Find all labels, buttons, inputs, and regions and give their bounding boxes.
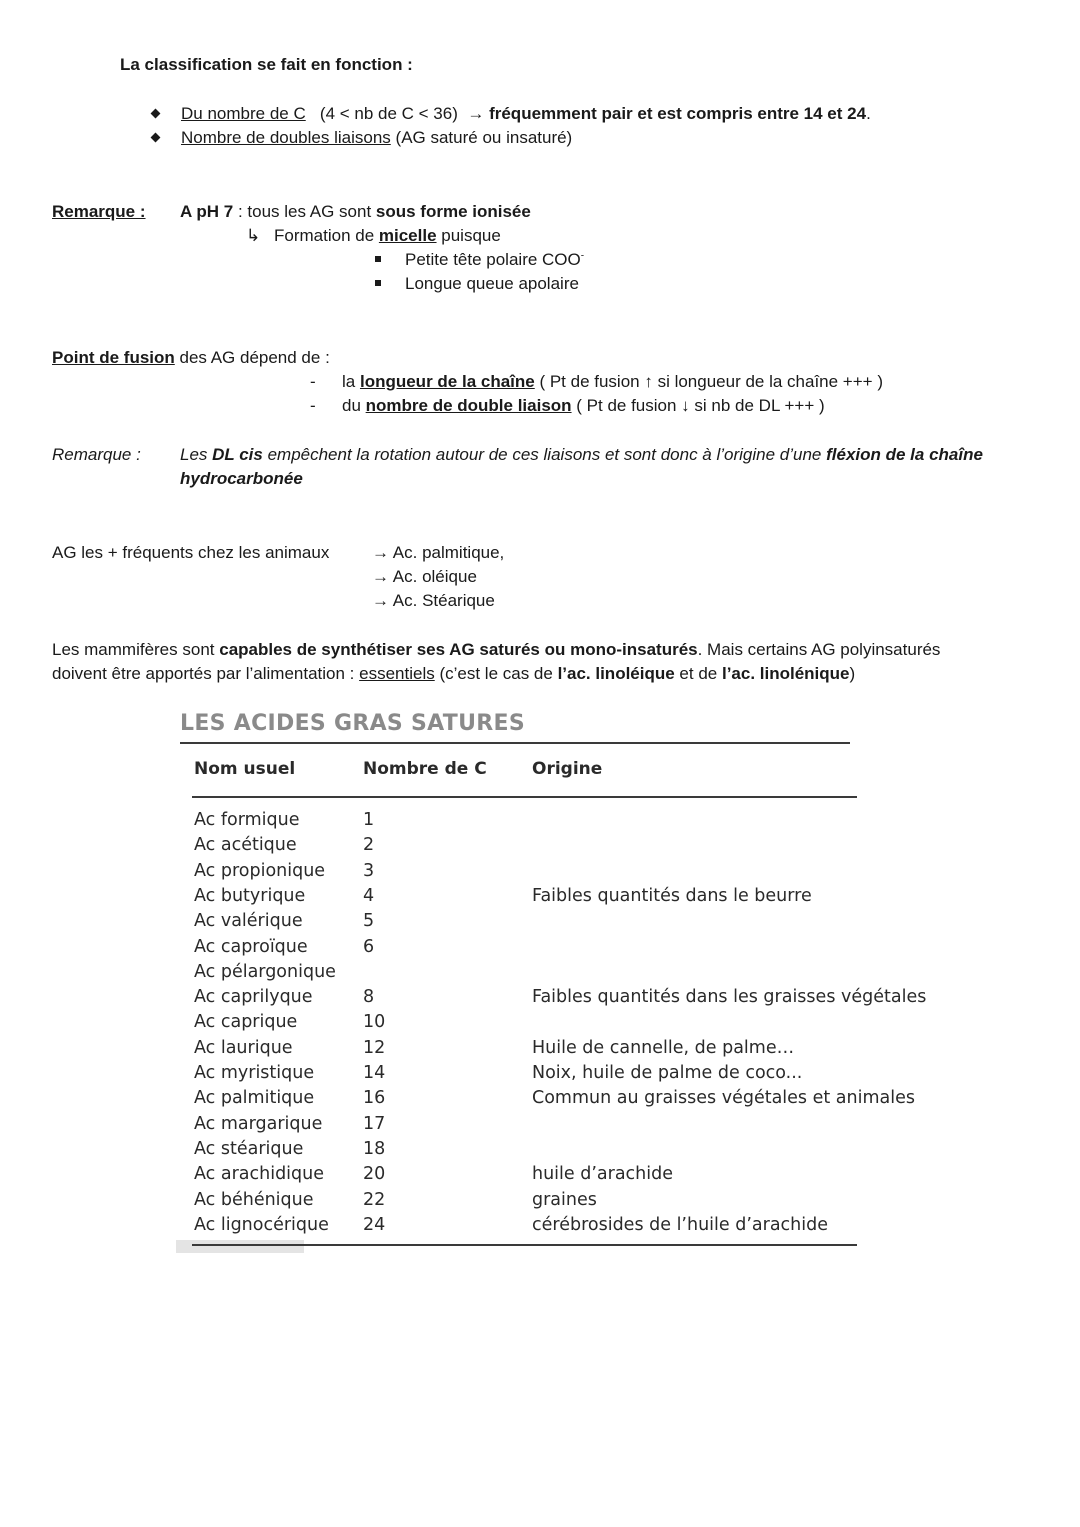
acid-name: Ac béhénique <box>194 1189 314 1210</box>
carbon-count: 20 <box>363 1164 386 1185</box>
remarque2-text: Les DL cis empêchent la rotation autour de ces liaisons et sont donc à l’origine d’une fléxion de la chaîne <box>180 445 983 464</box>
acid-name: Ac caproïque <box>194 936 308 957</box>
square-bullet-icon <box>375 280 381 286</box>
classification-intro: La classification se fait en fonction : <box>120 55 413 74</box>
arrow-hook-icon: ↳ <box>246 226 261 245</box>
acid-name: Ac propionique <box>194 860 326 881</box>
fusion-item-double-bonds: - du nombre de double liaison ( Pt de fusion ↓ si nb de DL +++ ) <box>310 396 825 415</box>
table-title: LES ACIDES GRAS SATURES <box>180 711 525 736</box>
square-bullet-icon <box>375 256 381 262</box>
carbon-count: 17 <box>363 1113 386 1134</box>
carbon-count: 12 <box>363 1037 386 1058</box>
carbon-count: 8 <box>363 987 375 1008</box>
header-nom-usuel: Nom usuel <box>194 759 296 779</box>
scan-artifact <box>176 1240 304 1253</box>
mammals-paragraph-line2: doivent être apportés par l’alimentation : essentiels (c’est le cas de l’ac. linoléique et de l’ac. linolénique) <box>52 664 856 683</box>
origin: huile d’arachide <box>532 1164 673 1185</box>
table-bottom-rule <box>192 1244 857 1246</box>
diamond-bullet-icon <box>151 133 161 143</box>
acid-name: Ac stéarique <box>194 1138 304 1159</box>
origin: Noix, huile de palme de coco... <box>532 1063 803 1083</box>
acid-name: Ac lignocérique <box>194 1214 329 1235</box>
frequent-item: → Ac. oléique <box>372 567 477 586</box>
table-header-rule <box>192 796 857 798</box>
carbon-count: 14 <box>363 1063 386 1083</box>
carbon-count: 10 <box>363 1012 386 1033</box>
frequent-label: AG les + fréquents chez les animaux <box>52 543 330 562</box>
carbon-count: 22 <box>363 1189 386 1210</box>
reason-polar-head: Petite tête polaire COO- <box>375 248 584 272</box>
carbon-count: 1 <box>363 810 375 830</box>
acid-name: Ac laurique <box>194 1037 293 1058</box>
acid-name: Ac palmitique <box>194 1088 315 1109</box>
frequent-item: → Ac. palmitique, <box>372 543 505 562</box>
carbon-count: 18 <box>363 1138 386 1159</box>
fusion-item-length: - la longueur de la chaîne ( Pt de fusion ↑ si longueur de la chaîne +++ ) <box>310 372 883 391</box>
origin: Huile de cannelle, de palme… <box>532 1037 795 1058</box>
carbon-count: 6 <box>363 936 375 957</box>
remarque2-text-line2: hydrocarbonée <box>180 469 303 488</box>
carbon-count: 5 <box>363 911 375 932</box>
header-nombre-de-c: Nombre de C <box>363 759 487 779</box>
remarque-label: Remarque : <box>52 202 146 221</box>
carbon-count: 2 <box>363 835 375 856</box>
diamond-bullet-icon <box>151 109 161 119</box>
carbon-count: 24 <box>363 1214 386 1235</box>
classification-item-1: Du nombre de C (4 < nb de C < 36) → fréquemment pair et est compris entre 14 et 24. <box>152 102 871 126</box>
acid-name: Ac butyrique <box>194 885 306 906</box>
carbon-count: 16 <box>363 1088 386 1109</box>
formation-micelle: ↳ Formation de micelle puisque <box>246 224 501 248</box>
acid-name: Ac arachidique <box>194 1164 325 1185</box>
acid-name: Ac margarique <box>194 1113 323 1134</box>
acid-name: Ac acétique <box>194 835 297 856</box>
acid-name: Ac caprilyque <box>194 987 313 1008</box>
acid-name: Ac caprique <box>194 1012 298 1033</box>
carbon-count: 3 <box>363 860 375 881</box>
table-title-rule <box>180 742 850 744</box>
origin: Faibles quantités dans les graisses végétales <box>532 987 927 1008</box>
reason-apolar-tail: Longue queue apolaire <box>375 272 579 296</box>
fusion-heading: Point de fusion des AG dépend de : <box>52 348 330 367</box>
mammals-paragraph-line1: Les mammifères sont capables de synthétiser ses AG saturés ou mono-insaturés. Mais certains AG polyinsaturés <box>52 640 941 659</box>
remarque-ph-text: A pH 7 : tous les AG sont sous forme ionisée <box>180 202 531 221</box>
origin: Faibles quantités dans le beurre <box>532 885 812 906</box>
acid-name: Ac myristique <box>194 1063 315 1083</box>
origin: graines <box>532 1189 597 1210</box>
acid-name: Ac formique <box>194 810 300 830</box>
carbon-count: 4 <box>363 885 375 906</box>
acid-name: Ac valérique <box>194 911 303 932</box>
remarque2-label: Remarque : <box>52 445 141 464</box>
origin: Commun au graisses végétales et animales <box>532 1088 915 1109</box>
classification-item-2: Nombre de doubles liaisons (AG saturé ou insaturé) <box>152 126 572 150</box>
acid-name: Ac pélargonique <box>194 961 336 982</box>
header-origine: Origine <box>532 759 603 779</box>
origin: cérébrosides de l’huile d’arachide <box>532 1214 828 1235</box>
frequent-item: → Ac. Stéarique <box>372 591 495 610</box>
